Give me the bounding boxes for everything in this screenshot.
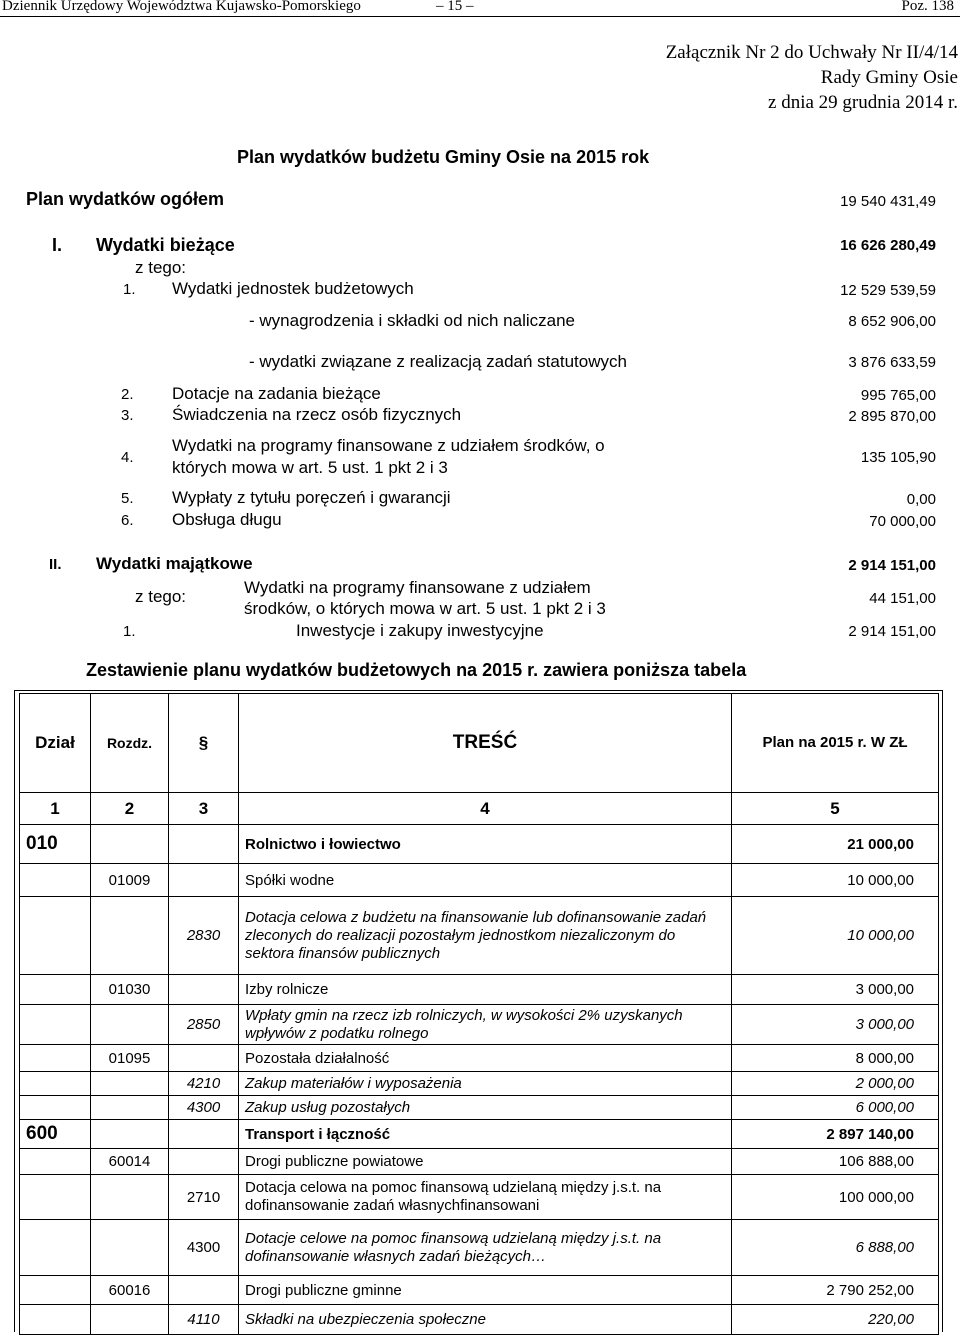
colnum-4: 4 — [239, 793, 732, 825]
row-plan: 6 888,00 — [732, 1220, 939, 1276]
item-1a-label: - wynagrodzenia i składki od nich naliczane — [249, 311, 576, 330]
colnum-2: 2 — [91, 793, 169, 825]
row-plan: 10 000,00 — [732, 897, 939, 975]
row-paragraph: 4300 — [169, 1096, 239, 1120]
row-dzial — [20, 1072, 91, 1096]
row-plan: 2 897 140,00 — [732, 1120, 939, 1149]
row-plan: 10 000,00 — [732, 864, 939, 897]
row-plan: 2 790 252,00 — [732, 1276, 939, 1305]
item-4-label-line2: których mowa w art. 5 ust. 1 pkt 2 i 3 — [172, 458, 448, 477]
row-plan: 3 000,00 — [732, 975, 939, 1005]
row-tresc: Dotacja celowa z budżetu na finansowanie lub dofinansowanie zadań zleconych do realizacji pozostałym jednostkom niezaliczonym do sektora finansów publicznych — [239, 897, 732, 975]
table-row — [20, 1005, 939, 1045]
header-tresc: TREŚĆ — [239, 694, 732, 793]
investments-value: 2 914 151,00 — [848, 623, 936, 640]
row-plan: 106 888,00 — [732, 1149, 939, 1175]
row-tresc: Dotacja celowa na pomoc finansową udzielaną między j.s.t. na dofinansowanie zadań własnychfinansowani — [239, 1175, 732, 1220]
header-rozdz: Rozdz. — [91, 694, 169, 793]
table-row — [20, 1220, 939, 1276]
table-header-row — [20, 694, 939, 793]
row-rozdz — [91, 1175, 169, 1220]
row-tresc: Składki na ubezpieczenia społeczne — [239, 1305, 732, 1335]
row-dzial — [20, 1096, 91, 1120]
table-row — [20, 1305, 939, 1335]
journal-title: Dziennik Urzędowy Województwa Kujawsko-Pomorskiego — [2, 0, 361, 14]
row-dzial — [20, 975, 91, 1005]
position-number: Poz. 138 — [901, 0, 954, 14]
item-5-label: Wypłaty z tytułu poręczeń i gwarancji — [172, 488, 451, 507]
plan-title: Plan wydatków budżetu Gminy Osie na 2015 rok — [237, 147, 650, 167]
row-tresc: Izby rolnicze — [239, 975, 732, 1005]
row-plan: 21 000,00 — [732, 825, 939, 864]
row-dzial — [20, 1149, 91, 1175]
item-3-value: 2 895 870,00 — [848, 408, 936, 425]
item-1-value: 12 529 539,59 — [840, 282, 936, 299]
table-row — [20, 1072, 939, 1096]
row-paragraph — [169, 975, 239, 1005]
row-paragraph — [169, 1045, 239, 1072]
row-tresc: Wpłaty gmin na rzecz izb rolniczych, w wysokości 2% uzyskanych wpływów z podatku rolnego — [239, 1005, 732, 1045]
row-rozdz — [91, 1096, 169, 1120]
row-paragraph — [169, 1276, 239, 1305]
item-1b-label: - wydatki związane z realizacją zadań statutowych — [249, 352, 627, 371]
row-dzial — [20, 897, 91, 975]
row-paragraph — [169, 825, 239, 864]
capital-ztego: z tego: — [135, 587, 187, 606]
table-row — [20, 897, 939, 975]
row-rozdz: 01030 — [91, 975, 169, 1005]
row-paragraph: 2850 — [169, 1005, 239, 1045]
row-rozdz — [91, 1072, 169, 1096]
current-ztego: z tego: — [135, 258, 187, 277]
row-tresc: Pozostała działalność — [239, 1045, 732, 1072]
annex-line-3: z dnia 29 grudnia 2014 r. — [768, 92, 958, 113]
row-paragraph: 4300 — [169, 1220, 239, 1276]
current-num: I. — [52, 235, 63, 255]
item-1-num: 1. — [123, 281, 136, 298]
row-rozdz: 60016 — [91, 1276, 169, 1305]
investments-label: Inwestycje i zakupy inwestycyjne — [296, 621, 544, 640]
row-dzial: 600 — [20, 1120, 91, 1149]
item-3-num: 3. — [121, 407, 134, 424]
row-rozdz — [91, 1005, 169, 1045]
annex-line-1: Załącznik Nr 2 do Uchwały Nr II/4/14 — [665, 42, 958, 63]
row-dzial — [20, 1220, 91, 1276]
colnum-1: 1 — [20, 793, 91, 825]
capital-programs-value: 44 151,00 — [869, 590, 936, 607]
annex-line-2: Rady Gminy Osie — [820, 67, 958, 88]
table-row — [20, 975, 939, 1005]
row-dzial: 010 — [20, 825, 91, 864]
row-tresc: Zakup materiałów i wyposażenia — [239, 1072, 732, 1096]
table-row — [20, 864, 939, 897]
row-rozdz — [91, 1305, 169, 1335]
row-dzial — [20, 1005, 91, 1045]
item-4-label-line1: Wydatki na programy finansowane z udziałem środków, o — [172, 436, 605, 455]
table-row — [20, 1175, 939, 1220]
row-tresc: Zakup usług pozostałych — [239, 1096, 732, 1120]
current-value: 16 626 280,49 — [840, 237, 936, 254]
row-plan: 8 000,00 — [732, 1045, 939, 1072]
row-rozdz — [91, 825, 169, 864]
row-rozdz — [91, 1120, 169, 1149]
row-rozdz: 01009 — [91, 864, 169, 897]
table-number-row — [20, 793, 939, 825]
row-tresc: Drogi publiczne powiatowe — [239, 1149, 732, 1175]
row-dzial — [20, 864, 91, 897]
table-row — [20, 1096, 939, 1120]
row-rozdz — [91, 1220, 169, 1276]
row-tresc: Transport i łączność — [239, 1120, 732, 1149]
total-value: 19 540 431,49 — [840, 193, 936, 210]
item-1a-value: 8 652 906,00 — [848, 313, 936, 330]
row-paragraph: 2830 — [169, 897, 239, 975]
row-tresc: Drogi publiczne gminne — [239, 1276, 732, 1305]
row-plan: 220,00 — [732, 1305, 939, 1335]
table-row — [20, 1149, 939, 1175]
row-rozdz — [91, 897, 169, 975]
row-tresc: Dotacje celowe na pomoc finansową udzielaną między j.s.t. na dofinansowanie własnych zadań bieżących… — [239, 1220, 732, 1276]
item-5-value: 0,00 — [906, 491, 936, 508]
total-label: Plan wydatków ogółem — [26, 189, 225, 209]
row-plan: 3 000,00 — [732, 1005, 939, 1045]
table-row — [20, 1045, 939, 1072]
item-5-num: 5. — [121, 490, 134, 507]
item-4-num: 4. — [121, 449, 134, 466]
header-plan: Plan na 2015 r. W ZŁ — [732, 694, 939, 793]
item-6-value: 70 000,00 — [869, 513, 936, 530]
item-6-num: 6. — [121, 512, 134, 529]
capital-num: II. — [49, 556, 62, 573]
row-tresc: Spółki wodne — [239, 864, 732, 897]
capital-label: Wydatki majątkowe — [96, 554, 253, 573]
item-2-value: 995 765,00 — [860, 387, 936, 404]
table-row — [20, 1120, 939, 1149]
capital-programs-line1: Wydatki na programy finansowane z udziałem — [244, 578, 591, 597]
table-row — [20, 1276, 939, 1305]
header-rule — [0, 16, 960, 17]
row-plan: 100 000,00 — [732, 1175, 939, 1220]
item-1-label: Wydatki jednostek budżetowych — [172, 279, 414, 298]
page-number: – 15 – — [436, 0, 474, 14]
investments-num: 1. — [123, 623, 136, 640]
row-plan: 6 000,00 — [732, 1096, 939, 1120]
row-dzial — [20, 1276, 91, 1305]
capital-value: 2 914 151,00 — [848, 557, 936, 574]
item-1b-value: 3 876 633,59 — [848, 354, 936, 371]
row-dzial — [20, 1045, 91, 1072]
item-2-label: Dotacje na zadania bieżące — [172, 384, 381, 403]
capital-programs-line2: środków, o których mowa w art. 5 ust. 1 pkt 2 i 3 — [244, 599, 606, 618]
summary-caption: Zestawienie planu wydatków budżetowych na 2015 r. zawiera poniższa tabela — [86, 660, 747, 680]
row-rozdz: 60014 — [91, 1149, 169, 1175]
header-paragraph: § — [169, 694, 239, 793]
row-paragraph — [169, 864, 239, 897]
colnum-3: 3 — [169, 793, 239, 825]
item-3-label: Świadczenia na rzecz osób fizycznych — [172, 405, 462, 424]
header-dzial: Dział — [20, 694, 91, 793]
row-paragraph — [169, 1149, 239, 1175]
row-paragraph: 2710 — [169, 1175, 239, 1220]
row-rozdz: 01095 — [91, 1045, 169, 1072]
row-paragraph: 4210 — [169, 1072, 239, 1096]
row-dzial — [20, 1305, 91, 1335]
table-row — [20, 825, 939, 864]
budget-table — [19, 693, 939, 1335]
row-plan: 2 000,00 — [732, 1072, 939, 1096]
row-tresc: Rolnictwo i łowiectwo — [239, 825, 732, 864]
colnum-5: 5 — [732, 793, 939, 825]
item-6-label: Obsługa długu — [172, 510, 282, 529]
item-4-value: 135 105,90 — [860, 449, 936, 466]
row-paragraph — [169, 1120, 239, 1149]
row-paragraph: 4110 — [169, 1305, 239, 1335]
current-label: Wydatki bieżące — [96, 235, 235, 255]
row-dzial — [20, 1175, 91, 1220]
item-2-num: 2. — [121, 386, 134, 403]
